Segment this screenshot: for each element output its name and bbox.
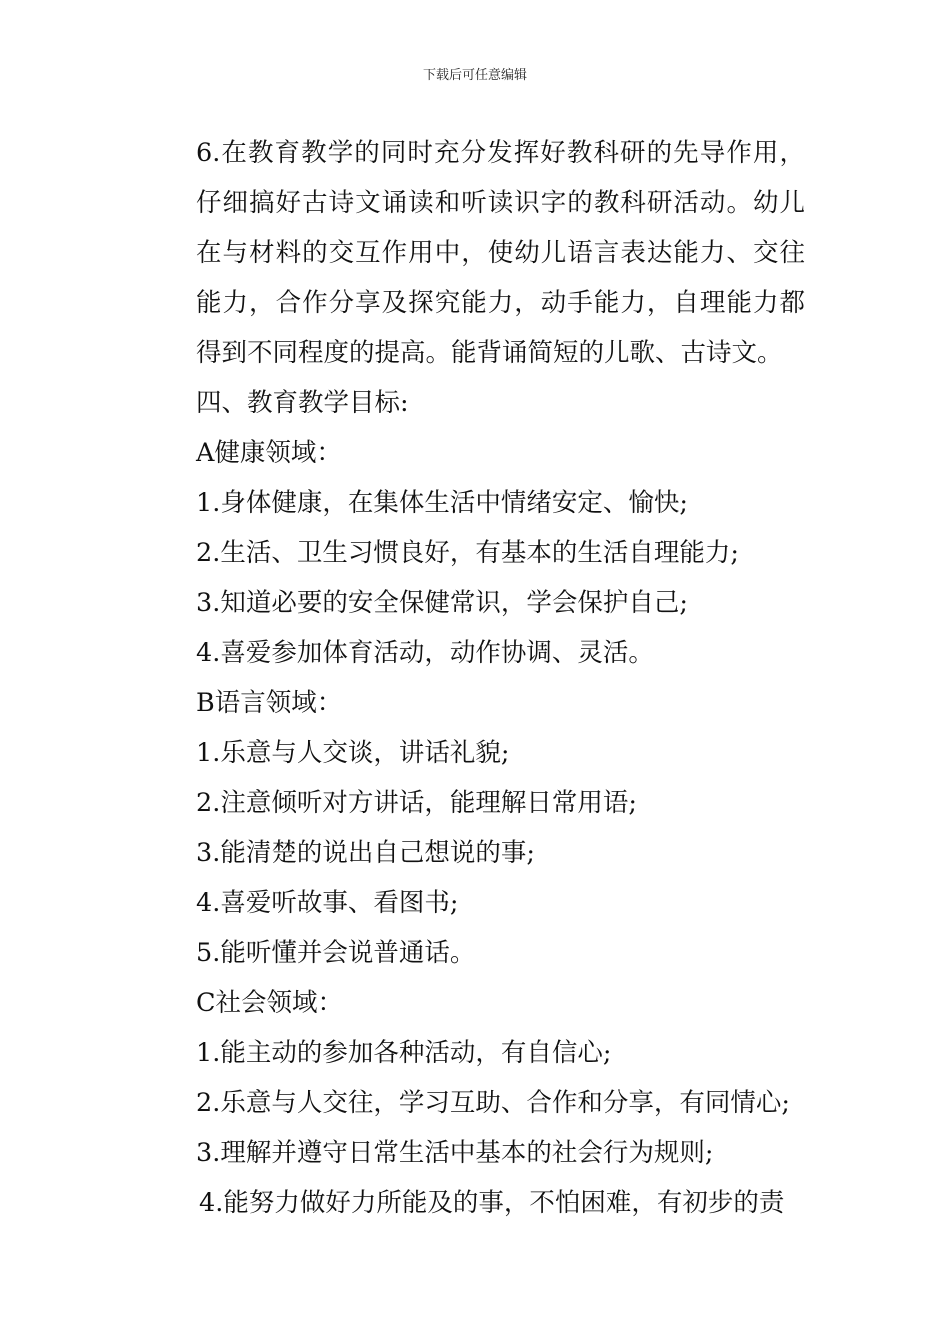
list-item: 2.乐意与人交往，学习互助、合作和分享，有同情心; — [196, 1088, 790, 1118]
list-item: 4.喜爱参加体育活动，动作协调、灵活。 — [196, 638, 654, 668]
list-item: 3.能清楚的说出自己想说的事; — [196, 838, 535, 868]
list-item: 5.能听懂并会说普通话。 — [196, 938, 476, 968]
list-item: 3.知道必要的安全保健常识，学会保护自己; — [196, 588, 688, 618]
list-item: 1.身体健康，在集体生活中情绪安定、愉快; — [196, 488, 688, 518]
list-item: 4.能努力做好力所能及的事，不怕困难，有初步的责 — [199, 1188, 785, 1218]
domain-heading-health: A健康领域： — [196, 438, 342, 468]
paragraph-item-6: 6.在教育教学的同时充分发挥好教科研的先导作用，仔细搞好古诗文诵读和听读识字的教科研活动。幼儿在与材料的交互作用中，使幼儿语言表达能力、交往能力，合作分享及探究能力，动手能力，自理能力都得到不同程度的提高。能背诵简短的儿歌、古诗文。 — [196, 138, 805, 368]
list-item: 1.乐意与人交谈，讲话礼貌; — [196, 738, 510, 768]
page-header-note: 下载后可任意编辑 — [422, 68, 527, 83]
domain-heading-social: C社会领域： — [196, 988, 344, 1018]
list-item: 4.喜爱听故事、看图书; — [196, 888, 459, 918]
section-heading-goals: 四、教育教学目标: — [196, 388, 409, 418]
list-item: 2.注意倾听对方讲话，能理解日常用语; — [196, 788, 637, 818]
list-item: 2.生活、卫生习惯良好，有基本的生活自理能力; — [196, 538, 739, 568]
list-item: 3.理解并遵守日常生活中基本的社会行为规则; — [196, 1138, 714, 1168]
list-item: 1.能主动的参加各种活动，有自信心; — [196, 1038, 612, 1068]
document-body — [145, 128, 805, 1228]
domain-heading-language: B语言领域： — [196, 688, 343, 718]
